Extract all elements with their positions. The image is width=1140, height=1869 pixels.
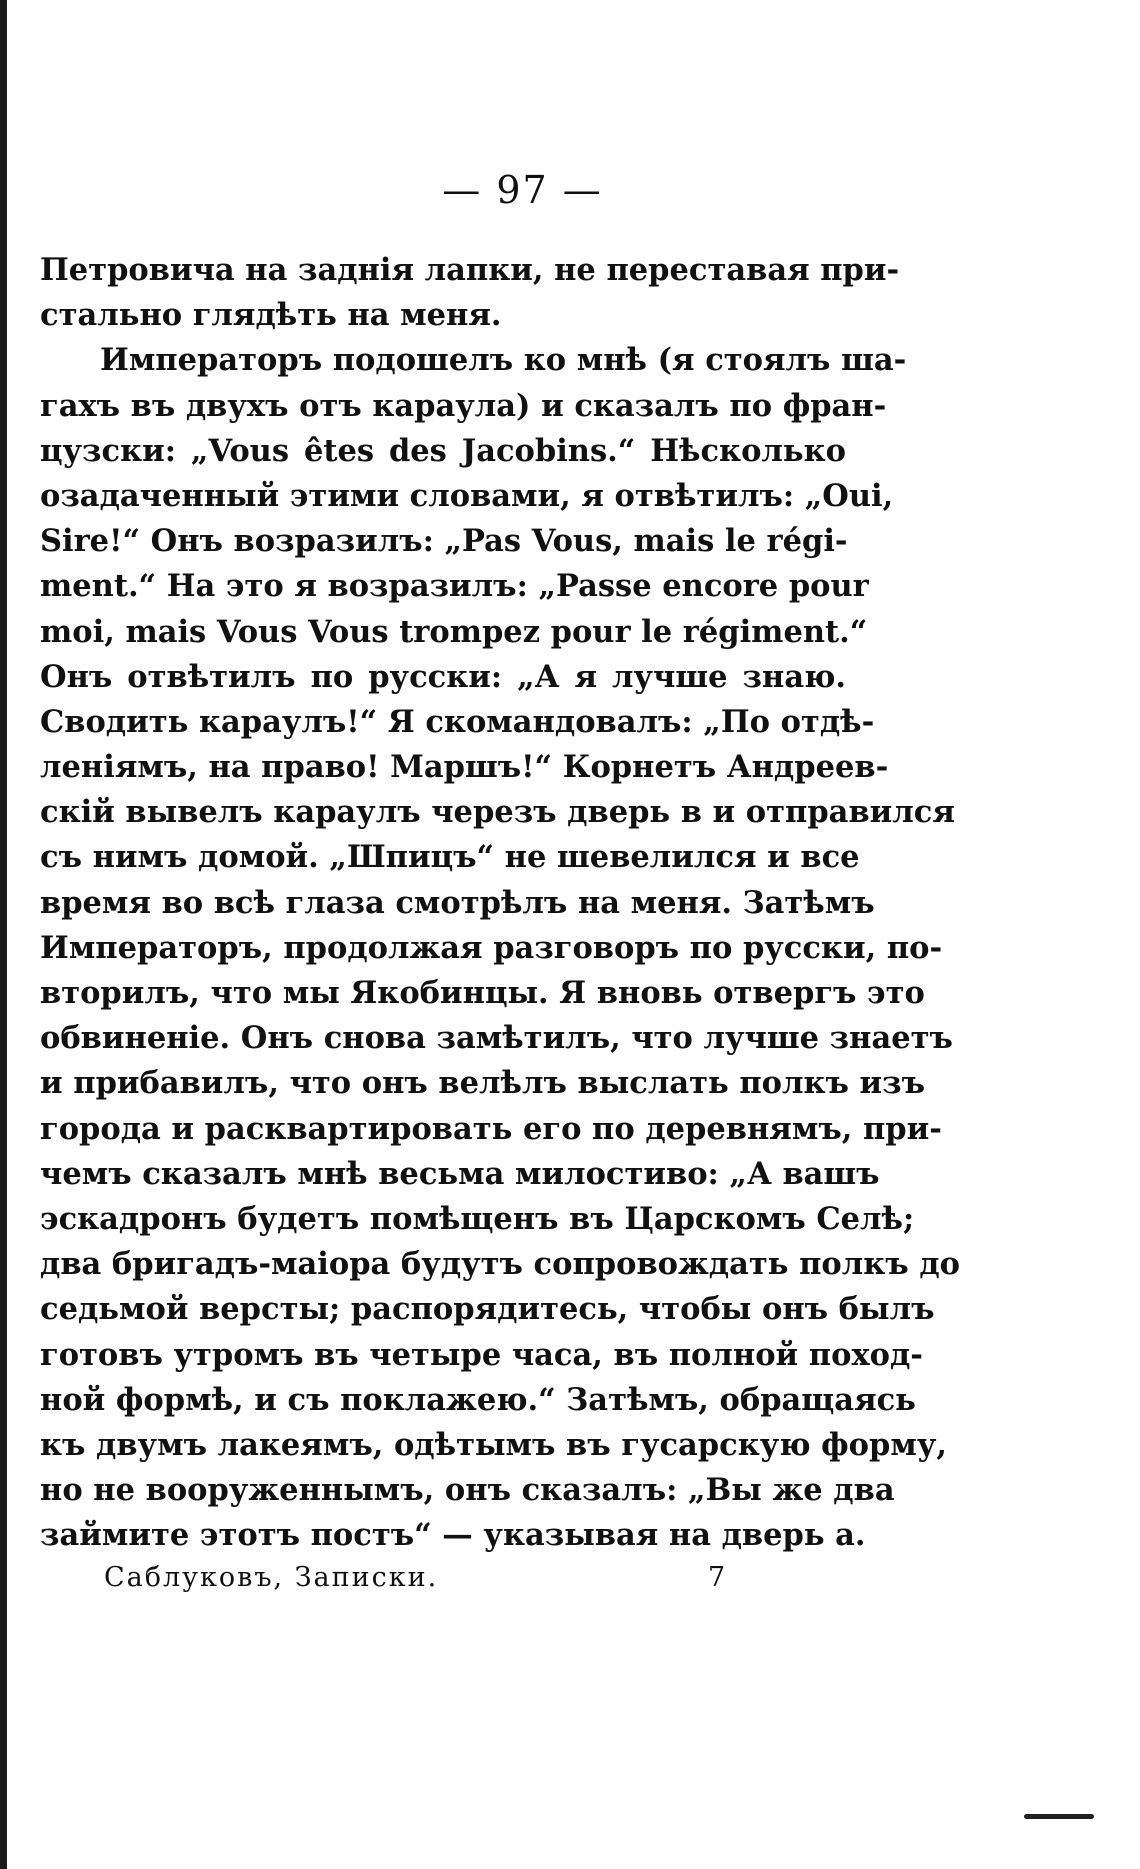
ink-mark bbox=[1024, 1814, 1094, 1819]
text-line: moi, mais Vous Vous trompez pour le régiment.“ bbox=[40, 613, 868, 650]
text-line: и прибавилъ, что онъ велѣлъ выслать полкъ изъ bbox=[40, 1065, 926, 1102]
text-line: Императоръ, продолжая разговоръ по русски, по- bbox=[40, 929, 943, 966]
text-line: съ нимъ домой. „Шпицъ“ не шевелился и все bbox=[40, 839, 860, 876]
page-edge-rule bbox=[0, 0, 7, 1869]
text-line: готовъ утромъ въ четыре часа, въ полной поход- bbox=[40, 1336, 923, 1373]
text-line: Онъ отвѣтилъ по русски: „А я лучше знаю. bbox=[40, 658, 846, 695]
footer-signature: Саблуковъ, Записки. bbox=[104, 1562, 439, 1593]
body-text bbox=[40, 248, 960, 1558]
text-line: къ двумъ лакеямъ, одѣтымъ въ гусарскую форму, bbox=[40, 1426, 947, 1463]
text-line: ment.“ На это я возразилъ: „Passe encore pour bbox=[40, 568, 869, 605]
text-line: города и расквартировать его по деревнямъ, при- bbox=[40, 1110, 942, 1147]
text-line: но не вооруженнымъ, онъ сказалъ: „Вы же два bbox=[40, 1472, 895, 1509]
text-line: седьмой версты; распорядитесь, чтобы онъ былъ bbox=[40, 1291, 935, 1328]
text-line: обвиненіе. Онъ снова замѣтилъ, что лучше знаетъ bbox=[40, 1020, 953, 1057]
text-line: стально глядѣть на меня. bbox=[40, 297, 502, 334]
text-line: два бригадъ-маіора будутъ сопровождать полкъ до bbox=[40, 1246, 960, 1283]
text-line: Петровича на заднія лапки, не переставая при- bbox=[40, 252, 900, 288]
text-line: гахъ въ двухъ отъ караула) и сказалъ по фран- bbox=[40, 387, 887, 424]
text-line: эскадронъ будетъ помѣщенъ въ Царскомъ Селѣ; bbox=[40, 1200, 915, 1237]
text-line: озадаченный этими словами, я отвѣтилъ: „Oui, bbox=[40, 477, 894, 514]
text-line: Императоръ подошелъ ко мнѣ (я стоялъ ша- bbox=[100, 342, 907, 379]
text-line: время во всѣ глаза смотрѣлъ на меня. Затѣмъ bbox=[40, 884, 875, 921]
text-line: ной формѣ, и съ поклажею.“ Затѣмъ, обращаясь bbox=[40, 1381, 916, 1418]
text-line: скій вывелъ караулъ черезъ дверь в и отправился bbox=[40, 794, 955, 831]
footer-sheet-number: 7 bbox=[708, 1562, 728, 1593]
text-line: займите этотъ постъ“ — указывая на дверь а. bbox=[40, 1517, 866, 1554]
text-line: чемъ сказалъ мнѣ весьма милостиво: „А вашъ bbox=[40, 1155, 880, 1192]
text-line: леніямъ, на право! Маршъ!“ Корнетъ Андреев- bbox=[40, 749, 889, 786]
text-line: цузски: „Vous êtes des Jacobins.“ Нѣсколько bbox=[40, 432, 846, 469]
text-line: Сводить караулъ!“ Я скомандовалъ: „По отдѣ- bbox=[40, 703, 875, 740]
page-number-text: — 97 — bbox=[442, 168, 603, 212]
text-line: Sire!“ Онъ возразилъ: „Pas Vous, mais le régi- bbox=[40, 523, 848, 560]
text-line: вторилъ, что мы Якобинцы. Я вновь отвергъ это bbox=[40, 975, 925, 1011]
page-number bbox=[0, 168, 1140, 212]
